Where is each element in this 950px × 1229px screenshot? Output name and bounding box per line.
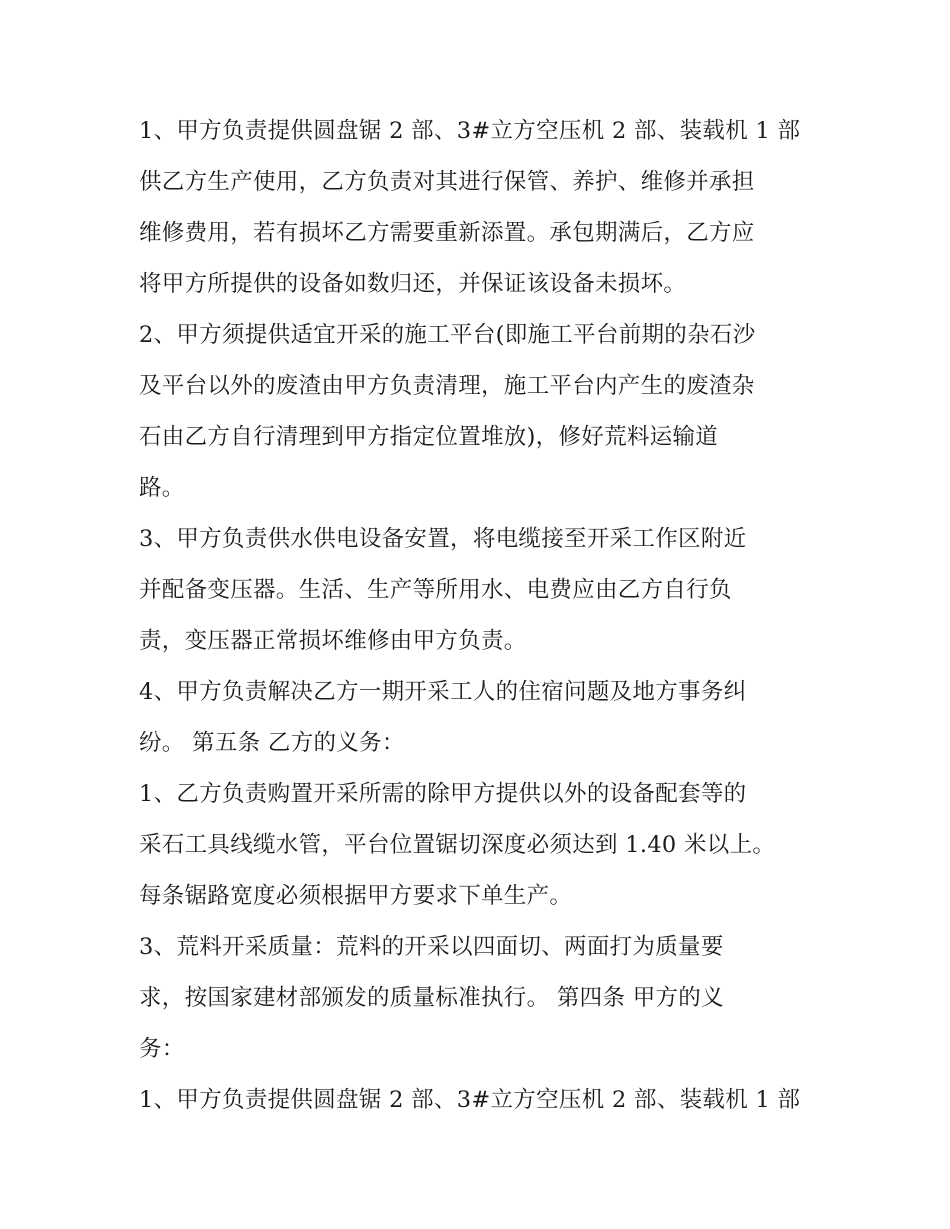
text-line: 求，按国家建材部颁发的质量标准执行。 第四条 甲方的义 xyxy=(139,985,724,1011)
text-line: 石由乙方自行清理到甲方指定位置堆放)，修好荒料运输道 xyxy=(139,424,719,450)
text-line: 及平台以外的废渣由甲方负责清理，施工平台内产生的废渣杂 xyxy=(139,373,755,399)
text-line: 纷。 第五条 乙方的义务： xyxy=(139,730,405,756)
text-line: 3、荒料开采质量：荒料的开采以四面切、两面打为质量要 xyxy=(139,934,724,960)
text-line: 2、甲方须提供适宜开采的施工平台(即施工平台前期的杂石沙 xyxy=(139,322,756,348)
text-line: 1、甲方负责提供圆盘锯 2 部、3#立方空压机 2 部、装载机 1 部 xyxy=(139,1087,801,1113)
text-line: 采石工具线缆水管，平台位置锯切深度必须达到 1.40 米以上。 xyxy=(139,832,776,858)
text-line: 3、甲方负责供水供电设备安置，将电缆接至开采工作区附近 xyxy=(139,526,747,552)
text-line: 路。 xyxy=(139,475,185,501)
text-line: 务： xyxy=(139,1036,185,1062)
document-body xyxy=(139,106,829,1126)
text-line: 1、乙方负责购置开采所需的除甲方提供以外的设备配套等的 xyxy=(139,781,747,807)
text-line: 并配备变压器。生活、生产等所用水、电费应由乙方自行负 xyxy=(139,577,732,603)
text-line: 1、甲方负责提供圆盘锯 2 部、3#立方空压机 2 部、装载机 1 部 xyxy=(139,118,801,144)
text-line: 4、甲方负责解决乙方一期开采工人的住宿问题及地方事务纠 xyxy=(139,679,747,705)
text-line: 每条锯路宽度必须根据甲方要求下单生产。 xyxy=(139,883,573,909)
text-line: 责，变压器正常损坏维修由甲方负责。 xyxy=(139,628,527,654)
text-line: 维修费用，若有损坏乙方需要重新添置。承包期满后，乙方应 xyxy=(139,220,755,246)
text-line: 供乙方生产使用，乙方负责对其进行保管、养护、维修并承担 xyxy=(139,169,755,195)
text-line: 将甲方所提供的设备如数归还，并保证该设备未损坏。 xyxy=(139,271,687,297)
